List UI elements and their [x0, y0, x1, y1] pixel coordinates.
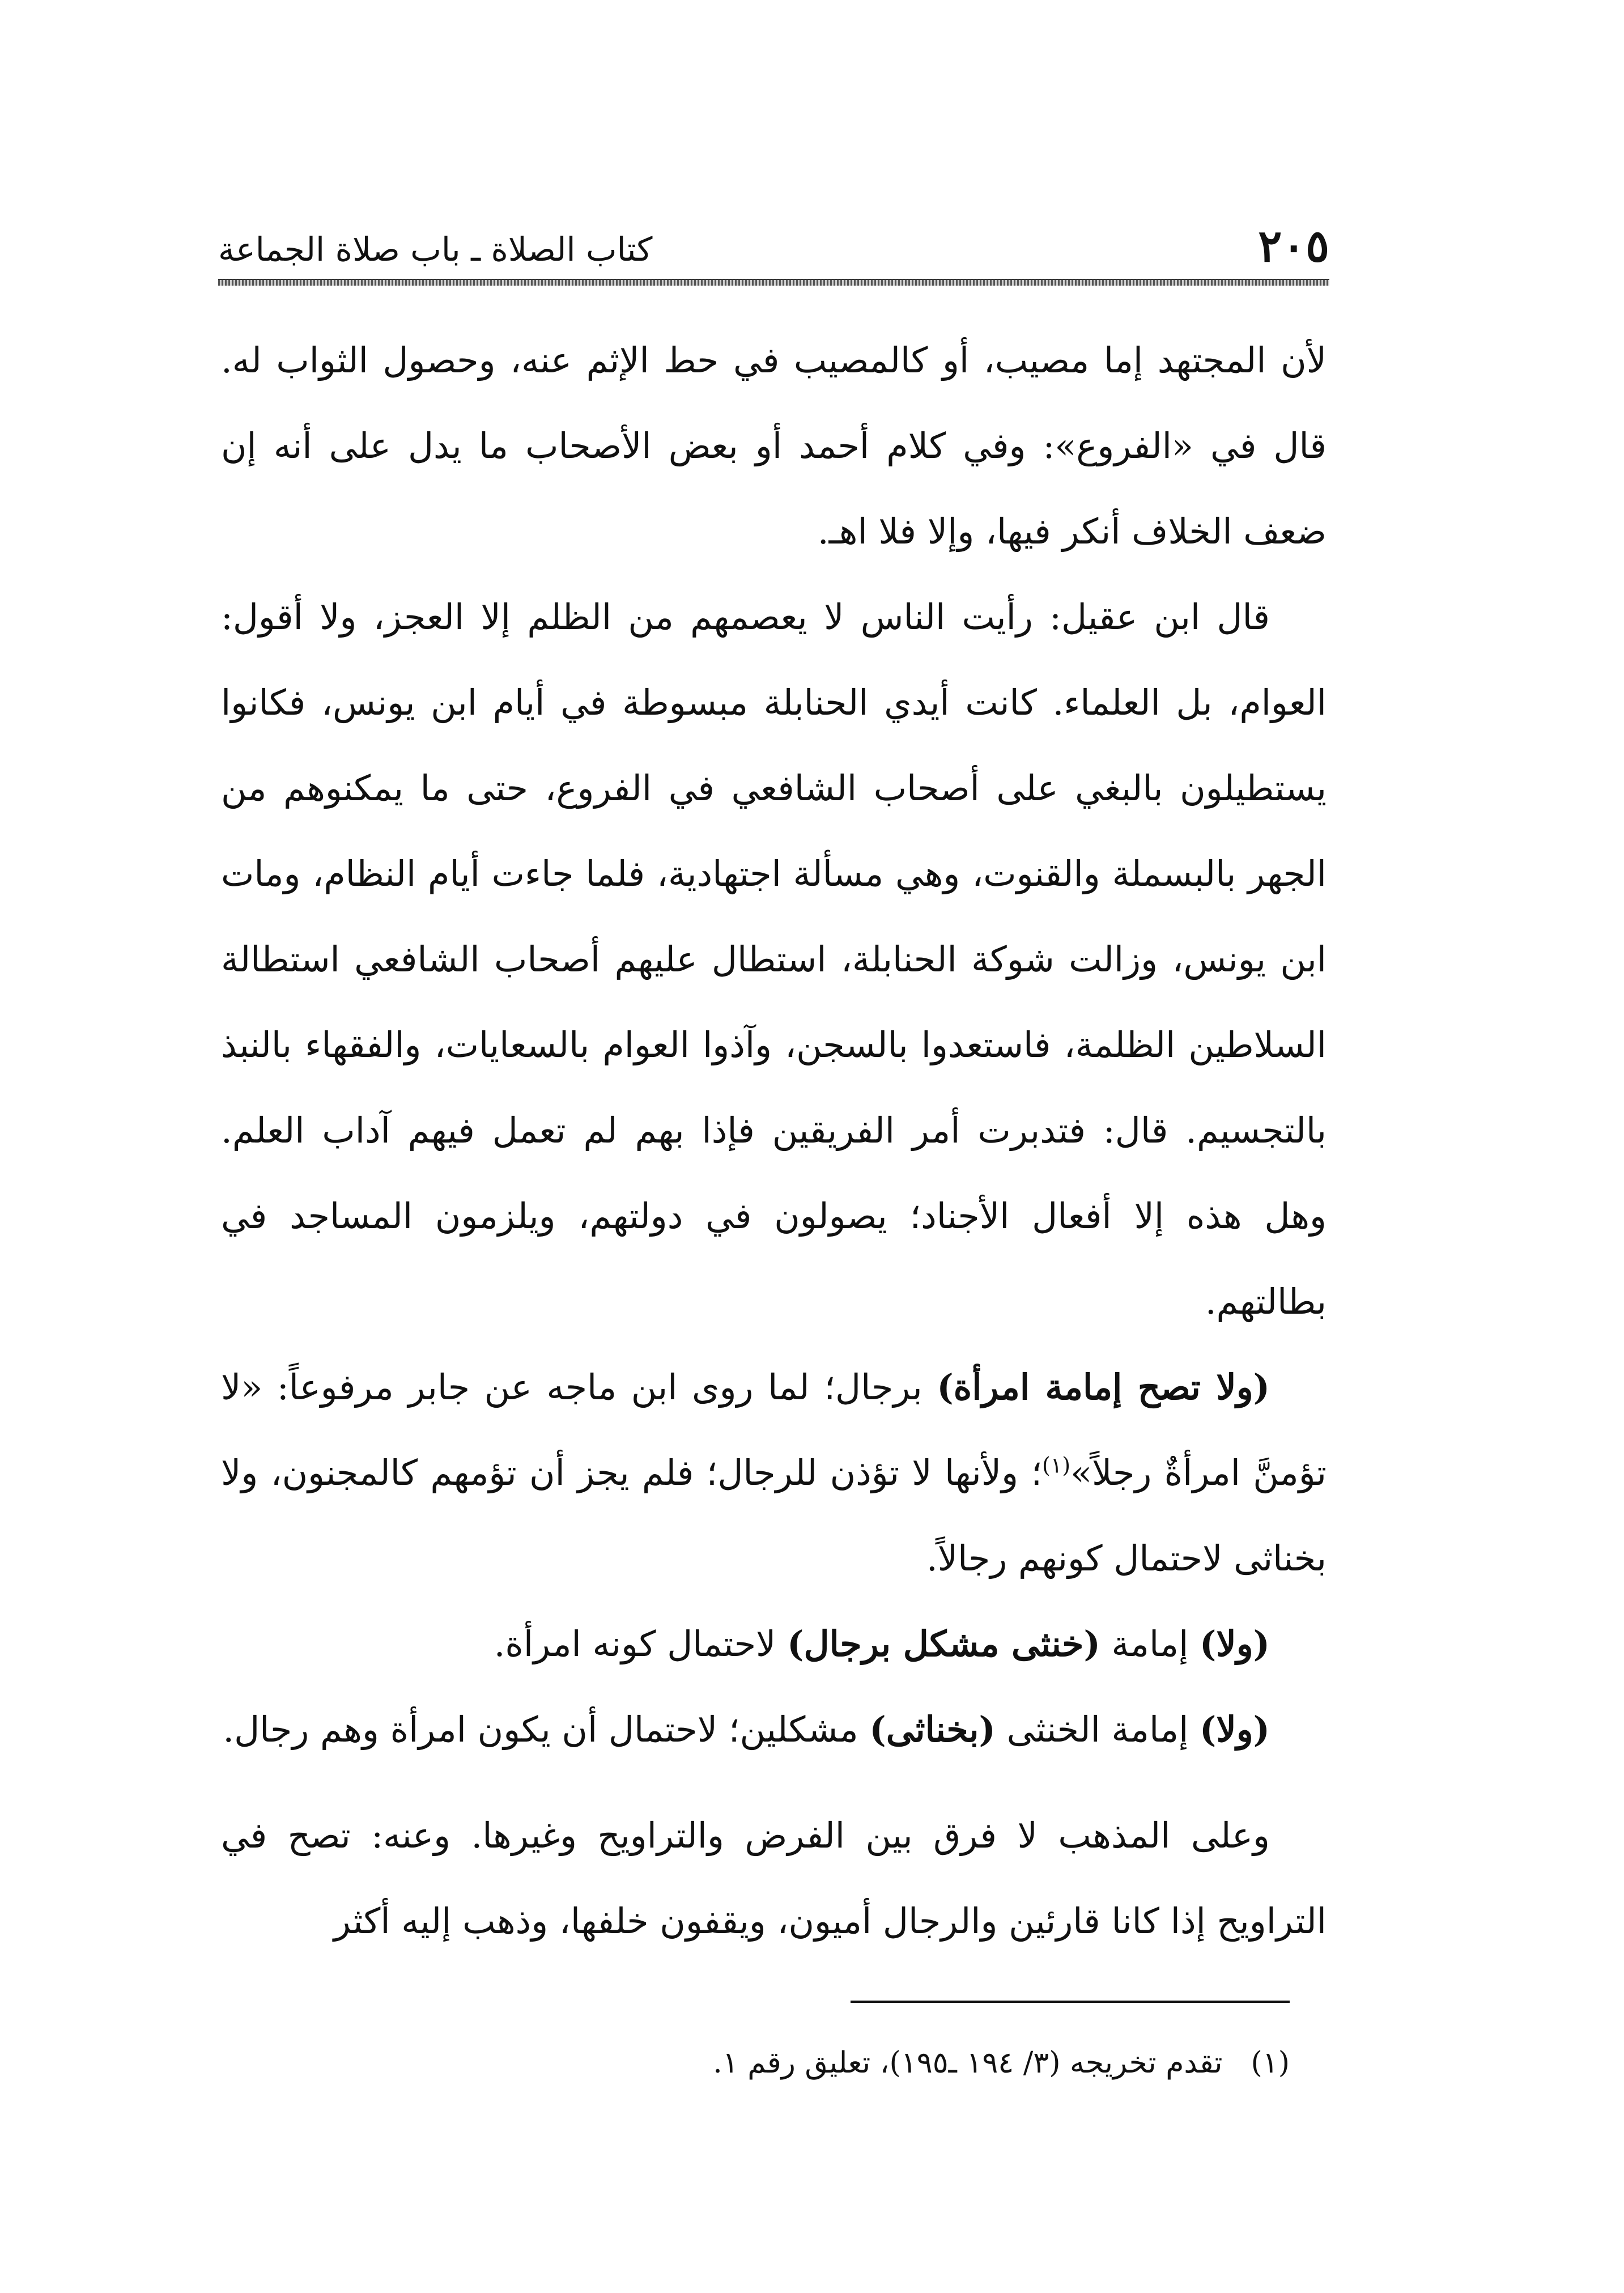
footnote-text: تقدم تخريجه (٣/ ١٩٤ ـ١٩٥)، تعليق رقم ١. [713, 2046, 1223, 2080]
page-number: ٢٠٥ [1258, 220, 1329, 272]
paragraph-3 [221, 1344, 1327, 1601]
page-header [218, 204, 1329, 272]
main-text [221, 317, 1327, 1964]
paragraph-1: لأن المجتهد إما مصيب، أو كالمصيب في حط الإثم عنه، وحصول الثواب له. قال في «الفروع»: وفي كلام أحمد أو بعض الأصحاب ما يدل على أنه إن ضعف الخلاف أنكر فيها، وإلا فلا اهـ. [221, 339, 1327, 552]
matn-term: (خنثى مشكل برجال) [787, 1623, 1100, 1664]
footnote-number: (١) [1251, 2046, 1290, 2080]
paragraph-5-text-a: إمامة الخنثى [995, 1709, 1200, 1750]
matn-term: (بخناثى) [869, 1709, 996, 1750]
paragraph-3-text-a: برجال؛ لما روى ابن ماجه عن جابر مرفوعاً: «لا تؤمنَّ امرأةٌ رجلاً» [221, 1366, 1327, 1493]
matn-term: (ولا تصح إمامة امرأة) [937, 1366, 1270, 1408]
paragraph-4-text-b: لاحتمال كونه امرأة. [494, 1623, 788, 1664]
paragraph-4-text-a: إمامة [1100, 1623, 1200, 1664]
paragraph-5-text-b: مشكلين؛ لاحتمال أن يكون امرأة وهم رجال. [223, 1709, 870, 1750]
paragraph-6: وعلى المذهب لا فرق بين الفرض والتراويح وغيرها. وعنه: تصح في التراويح إذا كانا قارئين والرجال أميون، ويقفون خلفها، وذهب إليه أكثر [221, 1815, 1327, 1942]
footnote [680, 2040, 1290, 2086]
paragraph-3-text-b: ؛ ولأنها لا تؤذن للرجال؛ فلم يجز أن تؤمهم كالمجنون، ولا بخناثى لاحتمال كونهم رجالاً. [221, 1452, 1327, 1579]
matn-term: (ولا) [1200, 1709, 1270, 1750]
paragraph-2: قال ابن عقيل: رأيت الناس لا يعصمهم من الظلم إلا العجز، ولا أقول: العوام، بل العلماء. كانت أيدي الحنابلة مبسوطة في أيام ابن يونس، فكانوا يستطيلون بالبغي على أصحاب الشافعي في الفروع، حتى ما يمكنوهم من الجهر بالبسملة والقنوت، وهي مسألة اجتهادية، فلما جاءت أيام النظام، ومات ابن يونس، وزالت شوكة الحنابلة، استطال عليهم أصحاب الشافعي استطالة السلاطين الظلمة، فاستعدوا بالسجن، وآذوا العوام بالسعايات، والفقهاء بالنبذ بالتجسيم. قال: فتدبرت أمر الفريقين فإذا بهم لم تعمل فيهم آداب العلم. وهل هذه إلا أفعال الأجناد؛ يصولون في دولتهم، ويلزمون المساجد في بطالتهم. [221, 596, 1327, 1322]
matn-term: (ولا) [1200, 1623, 1270, 1664]
running-title: كتاب الصلاة ـ باب صلاة الجماعة [218, 230, 653, 269]
header-divider [218, 279, 1329, 286]
footnote-divider [851, 2001, 1290, 2003]
paragraph-4 [221, 1601, 1327, 1687]
paragraph-5 [221, 1687, 1327, 1772]
footnote-reference: (١) [1042, 1453, 1071, 1478]
